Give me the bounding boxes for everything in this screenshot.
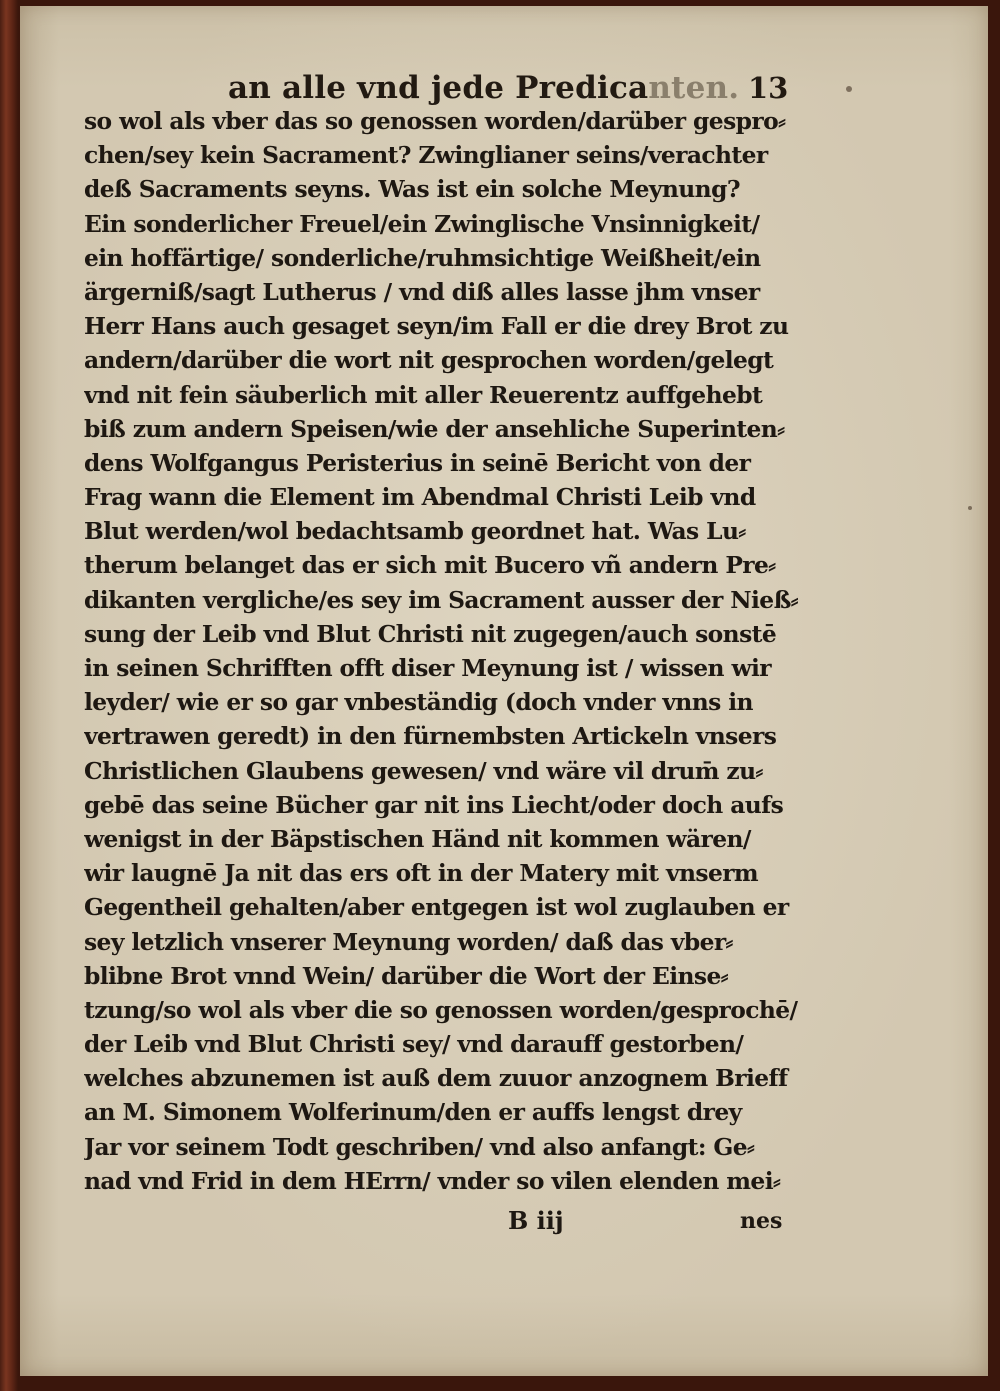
running-head-faded-text: nten. [648,70,740,106]
text-line: andern/darüber die wort nit gesprochen worden/gelegt [84,346,774,375]
text-line: sey letzlich vnserer Meynung worden/ daß das vber⸗ [84,927,733,956]
text-line: dens Wolfgangus Peristerius in seinē Bericht von der [84,448,751,477]
text-line: der Leib vnd Blut Christi sey/ vnd darauff gestorben/ [84,1030,744,1059]
text-line: deß Sacraments seyns. Was ist ein solche Meynung? [84,175,740,204]
catchword: nes [740,1208,783,1234]
text-line: leyder/ wie er so gar vnbeständig (doch vnder vnns in [84,688,753,717]
text-line: nad vnd Frid in dem HErrn/ vnder so vilen elenden mei⸗ [84,1166,781,1195]
text-line: Christlichen Glaubens gewesen/ vnd wäre vil drum̄ zu⸗ [84,756,763,785]
text-line: dikanten vergliche/es sey im Sacrament ausser der Nieß⸗ [84,585,798,614]
text-line: so wol als vber das so genossen worden/darüber gespro⸗ [84,107,786,135]
text-line: Gegentheil gehalten/aber entgegen ist wol zuglauben er [84,893,789,922]
text-line: biß zum andern Speisen/wie der ansehliche Superinten⸗ [84,414,785,443]
text-line: wenigst in der Bäpstischen Händ nit kommen wären/ [84,824,751,853]
ink-spot [968,506,972,510]
text-line: Frag wann die Element im Abendmal Christi Leib vnd [84,483,756,512]
text-line: therum belanget das er sich mit Bucero vñ andern Pre⸗ [84,551,776,580]
text-line: ärgerniß/sagt Lutherus / vnd diß alles lasse jhm vnser [84,277,760,306]
folio-number: 13 [748,71,789,105]
text-line: Jar vor seinem Todt geschriben/ vnd also anfangt: Ge⸗ [84,1132,755,1161]
text-line: blibne Brot vnnd Wein/ darüber die Wort der Einse⸗ [84,961,728,990]
text-line: an M. Simonem Wolferinum/den er auffs lengst drey [84,1098,742,1127]
text-line: Herr Hans auch gesaget seyn/im Fall er die drey Brot zu [84,312,789,341]
text-line: vertrawen geredt) in den fürnembsten Artickeln vnsers [84,722,777,751]
text-line: in seinen Schrifften offt diser Meynung ist / wissen wir [84,654,771,682]
signature-mark: B iij [508,1206,564,1235]
text-line: Blut werden/wol bedachtsamb geordnet hat. Was Lu⸗ [84,517,746,546]
body-text [84,104,804,1198]
running-head-text: an alle vnd jede Predica [228,70,649,106]
text-line: gebē das seine Bücher gar nit ins Liecht/oder doch aufs [84,790,784,819]
text-line: vnd nit fein säuberlich mit aller Reuerentz auffgehebt [84,380,763,409]
text-line: ein hoffärtige/ sonderliche/ruhmsichtige Weißheit/ein [84,243,761,272]
text-line: wir laugnē Ja nit das ers oft in der Matery mit vnserm [84,859,759,888]
text-line: tzung/so wol als vber die so genossen worden/gesprochē/ [84,995,798,1024]
text-line: chen/sey kein Sacrament? Zwinglianer seins/verachter [84,141,768,170]
text-line: sung der Leib vnd Blut Christi nit zugegen/auch sonstē [84,619,777,648]
text-line: welches abzunemen ist auß dem zuuor anzognem Brieff [84,1064,788,1093]
text-line: Ein sonderlicher Freuel/ein Zwinglische Vnsinnigkeit/ [84,209,760,238]
ink-spot [846,86,852,92]
